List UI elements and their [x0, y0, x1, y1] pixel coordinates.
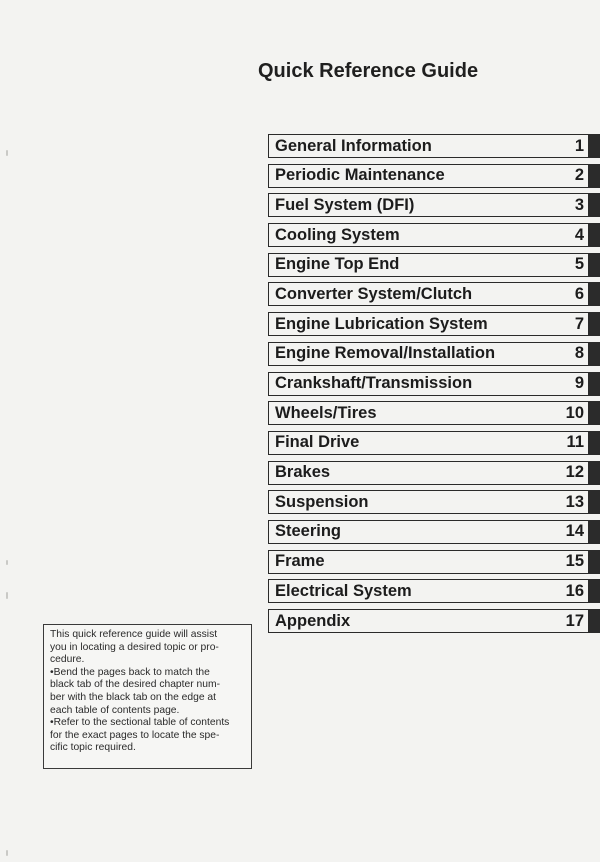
toc-item-number: 15 — [565, 552, 584, 571]
toc-item-label: Final Drive — [275, 433, 360, 452]
toc-item-label: Steering — [275, 522, 342, 541]
toc-item-steering[interactable] — [268, 520, 600, 544]
toc-item-frame[interactable] — [268, 550, 600, 574]
toc-item-final-drive[interactable] — [268, 431, 600, 455]
note-line: ber with the black tab on the edge at — [50, 691, 217, 703]
black-tab — [588, 579, 600, 603]
toc-item-label: Periodic Maintenance — [275, 166, 445, 185]
toc-item-wheels-tires[interactable] — [268, 401, 600, 425]
toc-item-engine-lubrication-system[interactable] — [268, 312, 600, 336]
toc-item-cooling-system[interactable] — [268, 223, 600, 247]
toc-item-label: Crankshaft/Transmission — [275, 374, 473, 392]
note-line: •Refer to the sectional table of contents — [50, 717, 230, 729]
note-line: This quick reference guide will assist — [50, 629, 218, 640]
black-tab — [588, 461, 600, 485]
toc-item-crankshaft-transmission[interactable] — [268, 372, 600, 396]
scan-artifact — [6, 850, 8, 856]
toc-item-label: Engine Removal/Installation — [275, 344, 496, 363]
note-line: cific topic required. — [50, 742, 136, 754]
note-line: for the exact pages to locate the spe- — [50, 729, 220, 741]
black-tab — [588, 609, 600, 633]
toc-item-label: Brakes — [275, 463, 331, 482]
black-tab — [588, 312, 600, 336]
black-tab — [588, 253, 600, 277]
toc-item-number: 1 — [574, 136, 584, 155]
black-tab — [588, 223, 600, 247]
toc-item-periodic-maintenance[interactable] — [268, 164, 600, 188]
toc-item-label: Converter System/Clutch — [275, 284, 473, 303]
toc-item-label: Fuel System (DFI) — [275, 195, 415, 214]
note-line: each table of contents page. — [50, 704, 180, 716]
scan-artifact — [6, 150, 8, 156]
toc-item-number: 10 — [565, 403, 584, 422]
note-line: •Bend the pages back to match the — [50, 666, 210, 678]
toc-item-number: 8 — [574, 344, 584, 363]
toc-item-label: Engine Top End — [275, 255, 400, 274]
toc-item-brakes[interactable] — [268, 461, 600, 485]
scan-artifact — [6, 560, 8, 565]
black-tab — [588, 164, 600, 188]
black-tab — [588, 401, 600, 425]
toc-item-label: Suspension — [275, 492, 369, 511]
toc-item-number: 13 — [565, 492, 584, 511]
toc-item-engine-removal-installation[interactable] — [268, 342, 600, 366]
table-of-contents — [268, 134, 600, 639]
toc-item-number: 4 — [574, 225, 584, 244]
toc-item-number: 3 — [574, 195, 584, 214]
black-tab — [588, 431, 600, 455]
toc-item-appendix[interactable] — [268, 609, 600, 633]
toc-item-number: 6 — [574, 284, 584, 303]
black-tab — [588, 282, 600, 306]
toc-item-number: 11 — [566, 433, 584, 452]
note-line: black tab of the desired chapter num- — [50, 679, 220, 691]
toc-item-number: 16 — [565, 581, 584, 600]
black-tab — [588, 520, 600, 544]
page-title: Quick Reference Guide — [258, 60, 479, 82]
toc-item-number: 2 — [574, 166, 584, 185]
black-tab — [588, 372, 600, 396]
toc-item-number: 9 — [574, 374, 584, 392]
toc-item-number: 12 — [565, 463, 584, 482]
toc-item-number: 14 — [565, 522, 584, 541]
toc-item-label: Frame — [275, 552, 325, 571]
toc-item-label: Electrical System — [275, 581, 412, 600]
toc-item-number: 17 — [565, 611, 584, 630]
note-line: you in locating a desired topic or pro- — [50, 641, 219, 653]
toc-item-converter-system-clutch[interactable] — [268, 282, 600, 306]
instruction-note — [43, 624, 252, 769]
toc-item-suspension[interactable] — [268, 490, 600, 514]
toc-item-label: Wheels/Tires — [275, 403, 377, 422]
toc-item-engine-top-end[interactable] — [268, 253, 600, 277]
toc-item-electrical-system[interactable] — [268, 579, 600, 603]
toc-item-number: 5 — [574, 255, 584, 274]
black-tab — [588, 550, 600, 574]
toc-item-general-information[interactable] — [268, 134, 600, 158]
toc-item-number: 7 — [574, 314, 584, 333]
scan-artifact — [6, 592, 8, 599]
toc-item-fuel-system[interactable] — [268, 193, 600, 217]
black-tab — [588, 342, 600, 366]
toc-item-label: Appendix — [275, 611, 351, 630]
black-tab — [588, 193, 600, 217]
note-line: cedure. — [50, 654, 85, 666]
black-tab — [588, 134, 600, 158]
toc-item-label: Cooling System — [275, 225, 400, 244]
black-tab — [588, 490, 600, 514]
toc-item-label: General Information — [275, 136, 432, 155]
toc-item-label: Engine Lubrication System — [275, 314, 488, 333]
